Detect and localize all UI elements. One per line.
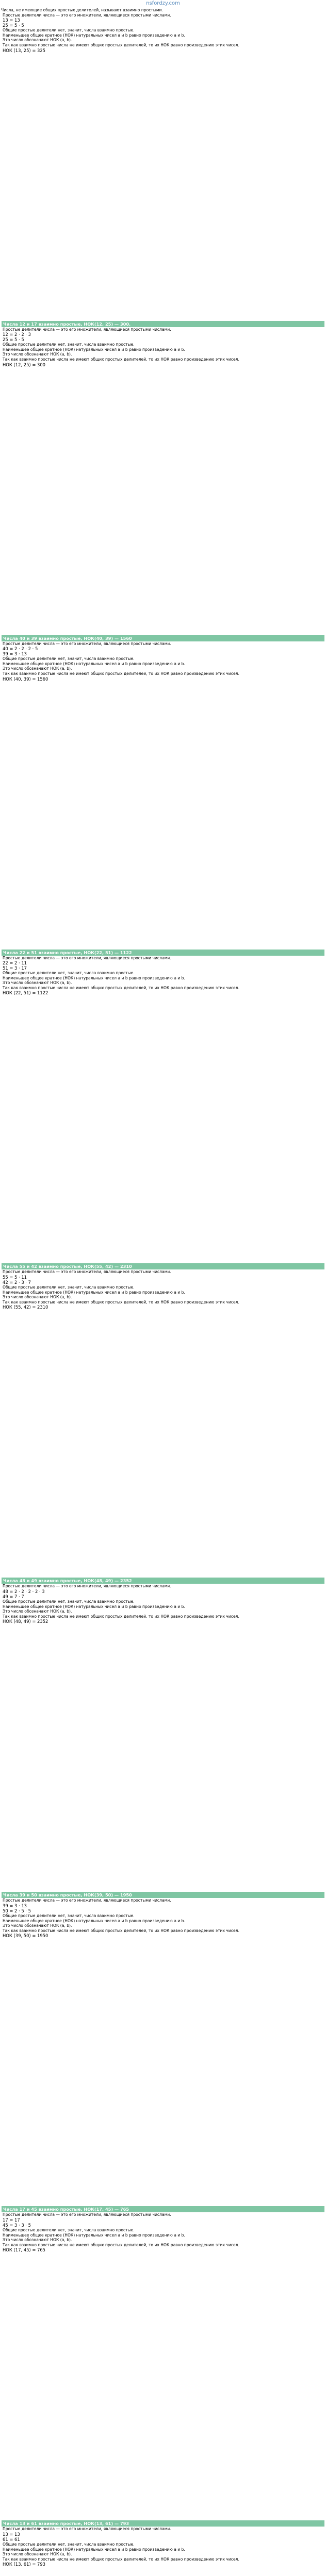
solution-block	[2, 13, 324, 321]
solution-block	[2, 321, 324, 635]
explanation-text: Это число обозначают НОК (a, b).	[3, 1923, 72, 1928]
answer-band: Числа 22 и 51 взаимно простые, НОК(22, 51) — 1122	[2, 950, 324, 956]
lcm-result: НОК (13, 61) = 793	[3, 2562, 45, 2567]
explanation-text: Так как взаимно простые числа не имеют общих простых делителей, то их НОК равно произведению этих чисел.	[3, 2242, 239, 2247]
solution-block	[2, 2520, 324, 2576]
explanation-text: Простые делители числа — это его множители, являющиеся простыми числами.	[3, 2527, 171, 2532]
solution-block	[2, 2206, 324, 2520]
factorization-a: 39 = 3 · 13	[3, 1903, 27, 1908]
explanation-text: Наименьшее общее кратное (НОК) натуральных чисел a и b равно произведению a и b.	[3, 32, 185, 38]
solution-block	[2, 1263, 324, 1578]
lcm-result: НОК (55, 42) = 2310	[3, 1304, 48, 1310]
explanation-text: Это число обозначают НОК (a, b).	[3, 980, 72, 986]
block-spacer	[2, 2567, 324, 2576]
factorization-a: 40 = 2 · 2 · 2 · 5	[3, 646, 38, 652]
solution-block	[2, 635, 324, 950]
lcm-result: НОК (17, 45) = 765	[3, 2247, 45, 2253]
lcm-result: НОК (39, 50) = 1950	[3, 1933, 48, 1939]
explanation-text: Простые делители числа — это его множители, являющиеся простыми числами.	[3, 1269, 171, 1275]
explanation-text: Так как взаимно простые числа не имеют общих простых делителей, то их НОК равно произведению этих чисел.	[3, 42, 239, 47]
factorization-b: 50 = 2 · 5 · 5	[3, 1908, 31, 1913]
explanation-text: Простые делители числа — это его множители, являющиеся простыми числами.	[3, 1898, 171, 1903]
explanation-text: Простые делители числа — это его множители, являющиеся простыми числами.	[3, 12, 171, 18]
explanation-text: Наименьшее общее кратное (НОК) натуральных чисел a и b равно произведению a и b.	[3, 975, 185, 980]
answer-band: Числа 13 и 61 взаимно простые, НОК(13, 61) — 793	[2, 2520, 324, 2527]
explanation-text: Наименьшее общее кратное (НОК) натуральных чисел a и b равно произведению a и b.	[3, 661, 185, 666]
explanation-text: Так как взаимно простые числа не имеют общих простых делителей, то их НОК равно произведению этих чисел.	[3, 2556, 239, 2562]
factorization-a: 17 = 17	[3, 2217, 20, 2223]
lcm-result: НОК (22, 51) = 1122	[3, 990, 48, 996]
explanation-text: Общие простые делители нет, значит, числа взаимно простые.	[3, 971, 135, 976]
block-spacer	[2, 367, 324, 635]
block-spacer	[2, 995, 324, 1263]
explanation-text: Общие простые делители нет, значит, числа взаимно простые.	[3, 342, 135, 347]
explanation-text: Наименьшее общее кратное (НОК) натуральных чисел a и b равно произведению a и b.	[3, 2547, 185, 2552]
factorization-a: 22 = 2 · 11	[3, 960, 27, 966]
explanation-text: Это число обозначают НОК (a, b).	[3, 1295, 72, 1300]
explanation-text: Общие простые делители нет, значит, числа взаимно простые.	[3, 28, 135, 33]
factorization-b: 49 = 7 · 7	[3, 1594, 24, 1600]
explanation-text: Это число обозначают НОК (a, b).	[3, 666, 72, 671]
lcm-result: НОК (12, 25) = 300	[3, 362, 45, 367]
explanation-text: Наименьшее общее кратное (НОК) натуральных чисел a и b равно произведению a и b.	[3, 1604, 185, 1609]
explanation-text: Это число обозначают НОК (a, b).	[3, 2238, 72, 2243]
explanation-text: Простые делители числа — это его множители, являющиеся простыми числами.	[3, 2212, 171, 2217]
explanation-text: Общие простые делители нет, значит, числа взаимно простые.	[3, 1913, 135, 1918]
explanation-text: Общие простые делители нет, значит, числа взаимно простые.	[3, 2541, 135, 2547]
answer-band: Числа 55 и 42 взаимно простые, НОК(55, 42) — 2310	[2, 1263, 324, 1269]
explanation-text: Так как взаимно простые числа не имеют общих простых делителей, то их НОК равно произведению этих чисел.	[3, 1299, 239, 1304]
explanation-text: Так как взаимно простые числа не имеют общих простых делителей, то их НОК равно произведению этих чисел.	[3, 357, 239, 362]
factorization-b: 39 = 3 · 13	[3, 651, 27, 657]
explanation-text: Простые делители числа — это его множители, являющиеся простыми числами.	[3, 641, 171, 646]
explanation-text: Это число обозначают НОК (a, b).	[3, 38, 72, 43]
block-spacer	[2, 1310, 324, 1578]
site-header[interactable]: nsfordzy.com	[146, 1, 180, 6]
explanation-text: Простые делители числа — это его множители, являющиеся простыми числами.	[3, 955, 171, 960]
factorization-a: 48 = 2 · 2 · 2 · 2 · 3	[3, 1589, 45, 1595]
blocks-container	[0, 13, 326, 2576]
answer-band: Числа 48 и 49 взаимно простые, НОК(48, 49) — 2352	[2, 1578, 324, 1584]
explanation-text: Наименьшее общее кратное (НОК) натуральных чисел a и b равно произведению a и b.	[3, 1290, 185, 1295]
answer-band: Числа 40 и 39 взаимно простые, НОК(40, 39) — 1560	[2, 635, 324, 641]
factorization-a: 55 = 5 · 11	[3, 1275, 27, 1280]
block-spacer	[2, 1624, 324, 1892]
solution-block	[2, 1892, 324, 2206]
answer-band: Числа 17 и 45 взаимно простые, НОК(17, 45) — 765	[2, 2206, 324, 2212]
factorization-b: 25 = 5 · 5	[3, 23, 24, 28]
answer-band: Числа 12 и 17 взаимно простые, НОК(12, 25) — 300.	[2, 321, 324, 327]
explanation-text: Наименьшее общее кратное (НОК) натуральных чисел a и b равно произведению a и b.	[3, 347, 185, 352]
explanation-text: Общие простые делители нет, значит, числа взаимно простые.	[3, 1599, 135, 1604]
explanation-text: Простые делители числа — это его множители, являющиеся простыми числами.	[3, 1584, 171, 1589]
factorization-b: 51 = 3 · 17	[3, 965, 27, 971]
factorization-a: 12 = 2 · 2 · 3	[3, 332, 31, 337]
factorization-b: 61 = 61	[3, 2536, 20, 2542]
explanation-text: Так как взаимно простые числа не имеют общих простых делителей, то их НОК равно произведению этих чисел.	[3, 671, 239, 676]
explanation-text: Так как взаимно простые числа не имеют общих простых делителей, то их НОК равно произведению этих чисел.	[3, 1928, 239, 1933]
lcm-result: НОК (40, 39) = 1560	[3, 676, 48, 682]
factorization-b: 42 = 2 · 3 · 7	[3, 1280, 31, 1285]
block-spacer	[2, 682, 324, 950]
factorization-a: 13 = 13	[3, 2531, 20, 2537]
explanation-text: Наименьшее общее кратное (НОК) натуральных чисел a и b равно произведению a и b.	[3, 2232, 185, 2238]
explanation-text: Так как взаимно простые числа не имеют общих простых делителей, то их НОК равно произведению этих чисел.	[3, 985, 239, 990]
factorization-a: 13 = 13	[3, 18, 20, 23]
explanation-text: Общие простые делители нет, значит, числа взаимно простые.	[3, 2227, 135, 2232]
lcm-result: НОК (13, 25) = 325	[3, 47, 45, 53]
factorization-b: 25 = 5 · 5	[3, 337, 24, 343]
explanation-text: Общие простые делители нет, значит, числа взаимно простые.	[3, 1285, 135, 1290]
explanation-text: Это число обозначают НОК (a, b).	[3, 2552, 72, 2557]
intro-text: Числа, не имеющие общих простых делителей, называют взаимно простыми.	[1, 8, 163, 12]
solution-block	[2, 1578, 324, 1892]
explanation-text: Наименьшее общее кратное (НОК) натуральных чисел a и b равно произведению a и b.	[3, 1918, 185, 1923]
answer-band: Числа 39 и 50 взаимно простые, НОК(39, 50) — 1950	[2, 1892, 324, 1898]
block-spacer	[2, 2252, 324, 2520]
explanation-text: Это число обозначают НОК (a, b).	[3, 352, 72, 357]
explanation-text: Так как взаимно простые числа не имеют общих простых делителей, то их НОК равно произведению этих чисел.	[3, 1614, 239, 1619]
block-spacer	[2, 1938, 324, 2206]
lcm-result: НОК (48, 49) = 2352	[3, 1619, 48, 1624]
factorization-b: 45 = 3 · 3 · 5	[3, 2222, 31, 2228]
explanation-text: Это число обозначают НОК (a, b).	[3, 1609, 72, 1614]
explanation-text: Простые делители числа — это его множители, являющиеся простыми числами.	[3, 327, 171, 332]
block-spacer	[2, 53, 324, 321]
solution-block	[2, 950, 324, 1264]
explanation-text: Общие простые делители нет, значит, числа взаимно простые.	[3, 656, 135, 662]
